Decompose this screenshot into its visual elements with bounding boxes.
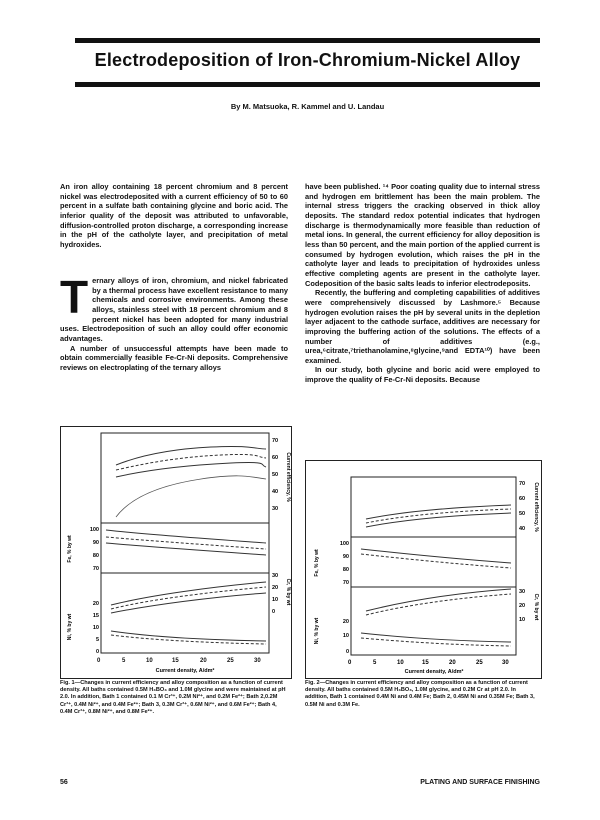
title-underline-rule [75,82,540,87]
x-tick: 5 [373,660,377,666]
ni-curve-bath-1 [111,631,266,641]
x-tick: 5 [122,658,126,664]
fe-ticks [340,541,349,586]
y-axis-label-ni: Ni, % by wt [67,613,73,641]
fe-curve-bath-1 [106,530,266,543]
x-tick: 15 [422,660,429,666]
fe-curve-bath-2 [106,537,266,549]
x-tick: 25 [476,660,483,666]
x-tick: 0 [348,660,352,666]
cr-curve-bath-3 [111,593,266,613]
page-number: 56 [60,779,68,786]
y-tick: 70 [342,580,349,586]
y-axis-label-efficiency: Current efficiency, % [533,482,539,532]
y-tick: 20 [92,601,99,607]
y-axis-label-cr: Cr, % by wt [533,593,539,621]
y-axis-label-fe: Fe, % by wt [314,549,320,577]
x-tick: 10 [397,660,404,666]
ni-ticks [343,619,349,655]
x-tick: 25 [227,658,234,664]
x-tick: 30 [254,658,261,664]
efficiency-curve-bath-3 [116,462,266,477]
x-tick: 10 [146,658,153,664]
y-tick: 10 [92,625,99,631]
y-tick: 70 [272,438,279,444]
x-tick: 20 [449,660,456,666]
body-paragraph: A number of unsuccessful attempts have been made to obtain commercially feasible Fe-Cr-Ni deposits. Comprehensive reviews on electroplating of the ternary alloys [60,343,288,372]
y-tick: 70 [92,566,99,572]
body-paragraph: have been published. ¹⁴ Poor coating quality due to internal stress and hydrogen em brittlement has been the main problem. The internal stress triggers the cracking observed in thick alloy deposits. The standard redox potential indicates that hydrogen discharge is thermodynamically more feasible than reduction of metal ions. In general, the current efficiency for alloy deposition is less than 50 percent, and the main portion of the applied current is consumed by hydrogen evolution, which raises the pH in the catholyte layer and leads to precipitation of hydroxides unless effective completing agents are present in the catholyte layer. Codeposition of the basic salts leads to inferior electrodeposits. [305,182,540,288]
intro-paragraph [60,271,288,344]
y-tick: 30 [272,506,279,512]
y-tick: 15 [92,613,99,619]
y-tick: 30 [519,589,526,595]
cr-curve-bath-1 [111,582,266,605]
y-tick: 0 [95,649,99,655]
y-tick: 20 [519,603,526,609]
y-tick: 60 [272,455,279,461]
x-axis-ticks [97,658,261,664]
y-tick: 50 [519,511,526,517]
y-tick: 70 [519,481,526,487]
figure-2 [305,460,542,679]
x-axis-ticks [348,660,509,666]
x-axis-label: Current density, A/dm² [155,668,215,674]
y-tick: 80 [342,567,349,573]
fe-curve-bath-3 [106,543,266,555]
body-column-left [60,271,288,373]
y-tick: 90 [342,554,349,560]
x-tick: 0 [97,658,101,664]
figure-1 [60,426,292,679]
fe-ticks [90,527,99,572]
y-tick: 50 [272,472,279,478]
y-tick: 20 [342,619,349,625]
y-tick: 10 [342,633,349,639]
abstract [60,182,288,250]
efficiency-curve-bath-2 [366,509,511,523]
drop-cap: T [60,271,89,323]
article-title: Electrodeposition of Iron-Chromium-Nickel Alloy [94,50,521,70]
top-rule [75,38,540,43]
y-tick: 90 [92,540,99,546]
y-tick: 0 [345,649,349,655]
body-column-right [305,182,540,385]
panel-efficiency [351,477,516,537]
x-tick: 15 [172,658,179,664]
y-axis-label-cr: Cr, % by wt [285,578,291,606]
ni-curve-bath-2 [111,635,266,644]
figure-1-graph [61,427,291,678]
y-tick: 60 [519,496,526,502]
figure-2-graph [306,461,541,678]
y-tick: 0 [272,609,276,615]
ni-ticks [93,601,99,655]
efficiency-ticks [272,438,278,512]
body-paragraph: In our study, both glycine and boric acid were employed to improve the quality of Fe-Cr-Ni deposits. Because [305,365,540,385]
y-tick: 100 [89,527,99,533]
ni-curve-bath-1 [361,633,511,642]
y-tick: 80 [92,553,99,559]
y-axis-label-efficiency: Current efficiency, % [285,452,291,502]
y-tick: 100 [339,541,349,547]
x-axis-label: Current density, A/dm² [404,669,464,675]
efficiency-curve-bath-4 [116,476,266,517]
y-tick: 10 [272,597,279,603]
y-tick: 20 [272,585,279,591]
cr-curve-bath-1 [366,589,511,611]
y-tick: 5 [95,637,99,643]
y-tick: 40 [272,489,279,495]
x-tick: 30 [502,660,509,666]
figure-1-caption: Fig. 1—Changes in current efficiency and alloy composition as a function of current density. All baths contained 0.5M H₃BO₃ and 1.0M glycine and were maintained at pH 2.0. In addition, Bath 1 contained 0.1 M Cr³⁺, 0.2M Ni²⁺, and 0.2M Fe²⁺; Bath 2,0.2M Cr³⁺, 0.4M Ni²⁺, and 0.4M Fe²⁺; Bath 3, 0.3M Cr³⁺, 0.6M Ni²⁺, and 0.6M Fe²⁺; Bath 4, 0.4M Cr³⁺, 0.8M Ni²⁺, and 0.8M Fe²⁺. [60,680,286,715]
y-axis-label-ni: Ni, % by wt [314,617,320,645]
x-tick: 20 [200,658,207,664]
journal-name: PLATING AND SURFACE FINISHING [420,779,540,786]
cr-ticks [519,589,525,623]
body-paragraph: Recently, the buffering and completing capabilities of additives were comprehensively discussed by Lashmore.⁵ Because hydrogen evolution raises the pH by several units in the depletion layer adjacent to the cathode surface, additives are necessary for improving the buffering action of the solutions. The effects of a number of additives (e.g., urea,⁶citrate,⁷triethanolamine,⁸glycine,⁹and EDTA¹⁰) have been examined. [305,288,540,365]
y-tick: 10 [519,617,526,623]
efficiency-ticks [519,481,525,532]
y-tick: 30 [272,573,279,579]
figure-2-caption: Fig. 2—Changes in current efficiency and alloy composition as a function of current density. All baths contained 0.5M H₃BO₃, 1.0M glycine, and 0.2M Cr at pH 2.0. In addition, Bath 1 contained 0.4M Ni and 0.4M Fe; Bath 2, 0.45M Ni and 0.35M Fe; Bath 3, 0.5M Ni and 0.3M Fe. [305,680,535,708]
cr-ticks [272,573,278,615]
panel-fe-cr [101,523,269,573]
y-axis-label-fe: Fe, % by wt [67,535,73,563]
intro-paragraph-text: ernary alloys of iron, chromium, and nickel fabricated by a thermal process have excellent resistance to many chemicals and corrosive environments. Among these alloys, stainless steel with 18 percent chromium and 8 percent nickel has been adopted for many industrial uses. Electrodeposition of such an alloy could offer economic advantages. [60,276,288,343]
author-line: By M. Matsuoka, R. Kammel and U. Landau [230,102,385,111]
abstract-text: An iron alloy containing 18 percent chromium and 8 percent nickel was electrodeposited with a current efficiency of 50 to 60 percent in a sulfate bath containing glycine and boric acid. The inferior quality of the deposit was attributed to unfavorable, diffusion-controlled proton discharge, a corresponding increase in the pH of the catholyte layer, and precipitation of metal hydroxides. [60,182,288,249]
y-tick: 40 [519,526,526,532]
